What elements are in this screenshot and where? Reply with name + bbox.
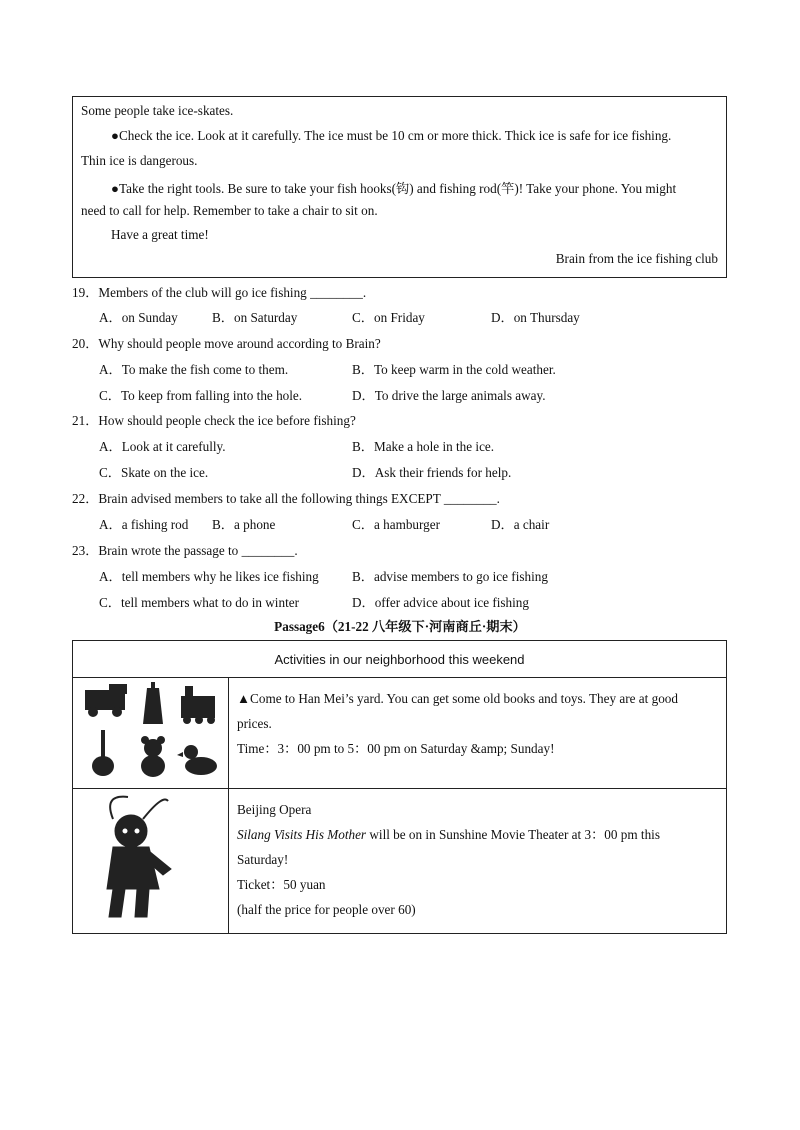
yard-sale-line: ▲Come to Han Mei’s yard. You can get some old books and toys. They are at good (237, 691, 678, 706)
activities-table (72, 640, 727, 934)
option: B．a phone (212, 517, 276, 532)
opera-title: Silang Visits His Mother (237, 827, 367, 842)
table-header: Activities in our neighborhood this weekend (73, 641, 727, 678)
opera-line: Saturday! (237, 852, 289, 867)
option: B．To keep warm in the cold weather. (352, 362, 556, 377)
passage-line: ●Take the right tools. Be sure to take your fish hooks(钩) and fishing rod(竿)! Take your phone. You might (111, 181, 677, 196)
option: B．advise members to go ice fishing (352, 569, 548, 584)
passage-box (72, 96, 727, 278)
opera-cell (229, 789, 727, 934)
opera-figure-icon (73, 789, 228, 929)
yard-sale-cell (229, 678, 727, 789)
question-stem: 22．Brain advised members to take all the following things EXCEPT ________. (72, 491, 500, 506)
opera-heading: Beijing Opera (237, 802, 312, 817)
option: A．To make the fish come to them. (99, 362, 289, 377)
question-stem: 19．Members of the club will go ice fishing ________. (72, 285, 367, 300)
question-stem: 21．How should people check the ice before fishing? (72, 413, 356, 428)
passage-line: need to call for help. Remember to take a chair to sit on. (81, 203, 378, 218)
option: A．Look at it carefully. (99, 439, 226, 454)
passage-line: ●Check the ice. Look at it carefully. The ice must be 10 cm or more thick. Thick ice is safe for ice fishing. (111, 128, 672, 143)
option: C．Skate on the ice. (99, 465, 209, 480)
option: A．a fishing rod (99, 517, 189, 532)
option: A．tell members why he likes ice fishing (99, 569, 319, 584)
yard-sale-line: prices. (237, 716, 272, 731)
opera-note: (half the price for people over 60) (237, 902, 416, 917)
option: A．on Sunday (99, 310, 178, 325)
opera-image (73, 789, 229, 934)
option: C．To keep from falling into the hole. (99, 388, 303, 403)
option: C．on Friday (352, 310, 425, 325)
toys-icon (73, 678, 228, 784)
passage-title: Passage6（21-22 八年级下·河南商丘·期末） (274, 619, 526, 634)
option: D．on Thursday (491, 310, 580, 325)
question-stem: 23．Brain wrote the passage to ________. (72, 543, 298, 558)
option: D．Ask their friends for help. (352, 465, 512, 480)
opera-ticket: Ticket：50 yuan (237, 877, 326, 892)
passage-line: Some people take ice-skates. (81, 103, 234, 118)
option: B．on Saturday (212, 310, 298, 325)
opera-detail: will be on in Sunshine Movie Theater at 3：00 pm this (366, 827, 660, 842)
option: C．tell members what to do in winter (99, 595, 299, 610)
toys-image (73, 678, 229, 789)
yard-sale-time: Time：3：00 pm to 5：00 pm on Saturday &amp; Sunday! (237, 741, 555, 756)
opera-line (237, 822, 718, 847)
option: B．Make a hole in the ice. (352, 439, 495, 454)
option: C．a hamburger (352, 517, 441, 532)
passage-line: Thin ice is dangerous. (81, 153, 198, 168)
option: D．To drive the large animals away. (352, 388, 546, 403)
option: D．a chair (491, 517, 550, 532)
passage-signature: Brain from the ice fishing club (555, 251, 718, 266)
passage-line: Have a great time! (111, 227, 209, 242)
question-stem: 20．Why should people move around according to Brain? (72, 336, 381, 351)
option: D．offer advice about ice fishing (352, 595, 529, 610)
